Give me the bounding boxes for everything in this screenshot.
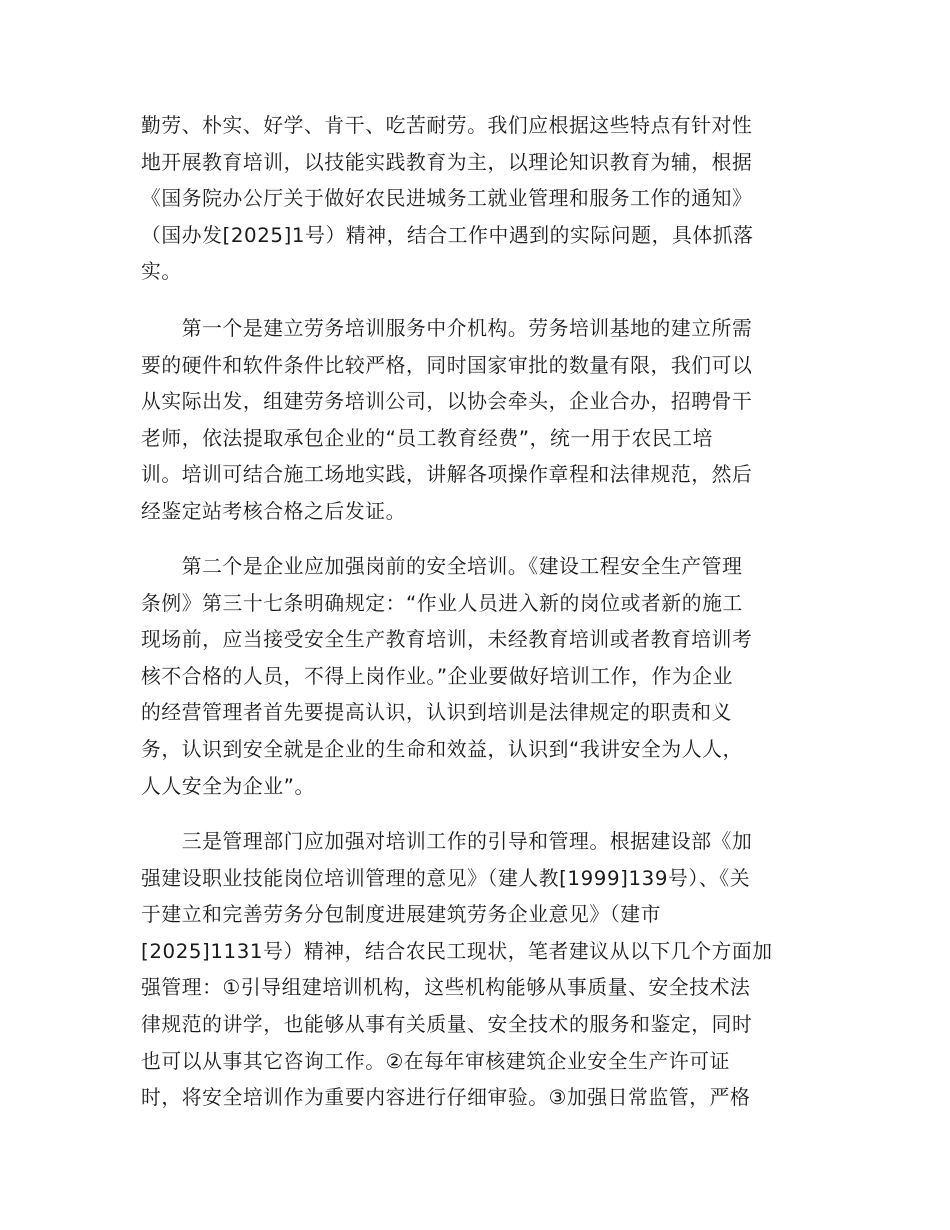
paragraph-line: 实。 [141,260,182,284]
paragraph-line: 务，认识到安全就是企业的生命和效益，认识到“我讲安全为人人， [141,737,743,761]
paragraph-line: 地开展教育培训，以技能实践教育为主，以理论知识教育为辅，根据 [141,150,753,174]
paragraph-line: 强建设职业技能岗位培训管理的意见》（建人教[1999]139号）、《关 [141,866,751,890]
paragraph-line: 现场前，应当接受安全生产教育培训，未经教育培训或者教育培训考 [141,628,753,652]
paragraph-line: 的经营管理者首先要提高认识，认识到培训是法律规定的职责和义 [141,701,733,725]
paragraph-training-characteristics [141,108,811,291]
paragraph-line: 条例》第三十七条明确规定：“作业人员进入新的岗位或者新的施工 [141,591,743,615]
paragraph-management-guidance [141,824,811,1117]
paragraph-line: （国办发[2025]1号）精神，结合工作中遇到的实际问题，具体抓落 [141,223,754,247]
paragraph-line: 第一个是建立劳务培训服务中介机构。劳务培训基地的建立所需 [141,317,753,340]
paragraph-line: 强管理：①引导组建培训机构，这些机构能够从事质量、安全技术法 [141,976,751,1000]
paragraph-line: 第二个是企业应加强岗前的安全培训。《建设工程安全生产管理 [141,555,743,578]
paragraph-labor-training-agency [141,311,811,531]
paragraph-line: 经鉴定站考核合格之后发证。 [141,499,406,523]
paragraph-pre-job-safety-training [141,549,811,805]
paragraph-line: 时，将安全培训作为重要内容进行仔细审验。③加强日常监管，严格 [141,1086,751,1110]
paragraph-line: 也可以从事其它咨询工作。②在每年审核建筑企业安全生产许可证 [141,1049,731,1073]
paragraph-line: 三是管理部门应加强对培训工作的引导和管理。根据建设部《加 [141,830,753,853]
paragraph-line: 从实际出发，组建劳务培训公司，以协会牵头，企业合办，招聘骨干 [141,390,753,414]
paragraph-line: [2025]1131号）精神，结合农民工现状，笔者建议从以下几个方面加 [141,939,773,963]
paragraph-line: 要的硬件和软件条件比较严格，同时国家审批的数量有限，我们可以 [141,353,753,377]
paragraph-line: 老师，依法提取承包企业的“员工教育经费”，统一用于农民工培 [141,426,713,450]
paragraph-line: 勤劳、朴实、好学、肯干、吃苦耐劳。我们应根据这些特点有针对性 [141,114,753,137]
paragraph-line: 于建立和完善劳务分包制度进展建筑劳务企业意见》（建市 [141,903,662,927]
paragraph-line: 核不合格的人员，不得上岗作业。”企业要做好培训工作，作为企业 [141,664,734,688]
paragraph-line: 训。培训可结合施工场地实践，讲解各项操作章程和法律规范，然后 [141,463,753,487]
paragraph-line: 律规范的讲学，也能够从事有关质量、安全技术的服务和鉴定，同时 [141,1012,753,1036]
paragraph-line: 《国务院办公厅关于做好农民进城务工就业管理和服务工作的通知》 [141,187,753,211]
paragraph-line: 人人安全为企业”。 [141,774,315,798]
